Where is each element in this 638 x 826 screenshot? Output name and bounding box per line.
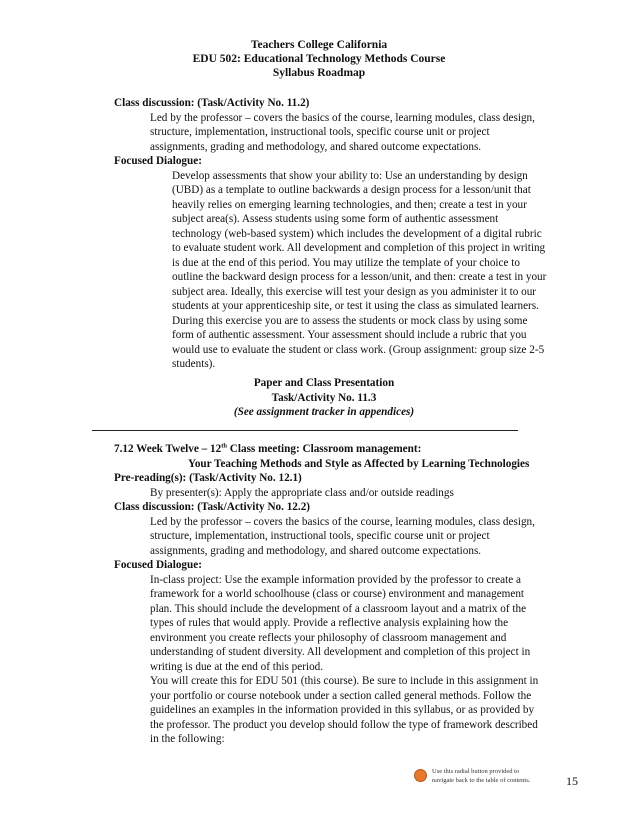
class-discussion-text: [114, 515, 590, 559]
week-twelve-subtitle: Your Teaching Methods and Style as Affected by Learning Technologies: [188, 457, 530, 470]
text-line: structure, implementation, instructional tools, specific course unit or project: [150, 530, 490, 542]
text-line: students at your apprenticeship site, or test it using the class as simulated learners.: [172, 300, 539, 312]
focused-dialogue-heading: Focused Dialogue:: [114, 559, 202, 571]
text-line: would use to evaluate the student or class work. (Group assignment: group size 2-5: [172, 343, 545, 356]
text-line: You will create this for EDU 501 (this course). Be sure to include in this assignment in: [150, 675, 539, 687]
text-line: plan. This should include the development of a classroom layout and a matrix of the: [150, 602, 527, 615]
section-11: [114, 96, 584, 372]
text-line: is due at the end of this period. You may utilize the template of your choice to: [172, 256, 520, 269]
nav-note-line: navigate back to the table of contents.: [432, 777, 531, 784]
focused-dialogue-text: [114, 573, 590, 747]
text-line: to evaluate student work. All development and completion of this project in writing: [172, 242, 546, 254]
text-line: structure, implementation, instructional tools, specific course unit or project: [150, 126, 490, 138]
text-line: guidelines an examples in the information provided in this syllabus, or as provided by: [150, 704, 535, 716]
text-line: writing is due at the end of this period.: [150, 660, 324, 673]
text-line: in the following:: [150, 733, 225, 745]
text-line: subject area(s). Assess students using some form of authentic assessment: [172, 213, 499, 225]
header-roadmap: Syllabus Roadmap: [272, 67, 366, 79]
section-week-twelve: [114, 442, 590, 747]
header-college: Teachers College California: [250, 39, 388, 51]
week-title-rest: Class meeting: Classroom management:: [227, 443, 422, 455]
text-line: technology (web-based system) which includes the development of a digital rubric: [172, 227, 542, 240]
text-line: Led by the professor – covers the basics of the course, learning modules, class design,: [150, 111, 535, 124]
presentation-task: Task/Activity No. 11.3: [271, 391, 377, 404]
text-line: framework for a world schoolhouse (class or course) environment and management: [150, 588, 525, 600]
text-line: Develop assessments that show your ability to: Use an understanding by design: [172, 169, 528, 182]
text-line: understanding of student diversity. All development and completion of this project in: [150, 646, 531, 658]
text-line: assignments, grading and methodology, and shared outcome expectations.: [150, 140, 482, 153]
text-line: In-class project: Use the example information provided by the professor to create a: [150, 573, 521, 586]
focused-dialogue-heading: Focused Dialogue:: [114, 155, 202, 167]
text-line: the professor. The product you develop should follow the type of framework described: [150, 718, 538, 731]
focused-dialogue-text: [114, 169, 584, 372]
prereading-heading: Pre-reading(s): (Task/Activity No. 12.1): [114, 472, 302, 484]
presentation-title: Paper and Class Presentation: [253, 377, 395, 389]
text-line: (UBD) as a template to outline backwards a design process for a lesson/unit that: [172, 184, 531, 196]
text-line: subject area. Ideally, this exercise will test your design as you administer it to our: [172, 285, 537, 298]
text-line: heavily relies on emerging learning technologies, and then; create a test in your: [172, 198, 527, 211]
presentation-block: [114, 376, 534, 420]
class-discussion-heading: Class discussion: (Task/Activity No. 11.2): [114, 97, 310, 109]
nav-note-line: Use this radial button provided to: [432, 768, 520, 775]
text-line: environment you create reflects your philosophy of classroom management and: [150, 631, 507, 644]
text-line: outline the backward design process for a lesson/unit, and then: create a test in your: [172, 271, 547, 283]
text-line: your portfolio or course notebook under a section called general methods. Follow the: [150, 689, 532, 702]
text-line: During this exercise you are to assess the students or mock class by using some: [172, 314, 528, 327]
text-line: students).: [172, 358, 216, 370]
class-discussion-heading: Class discussion: (Task/Activity No. 12.2): [114, 501, 311, 513]
week-title-text: 7.12 Week Twelve – 12: [114, 443, 222, 455]
week-twelve-title: [114, 442, 590, 457]
toc-navigation-note: [432, 767, 562, 785]
section-divider: [92, 430, 518, 431]
assignment-tracker-note: (See assignment tracker in appendices): [233, 406, 415, 418]
header-course: EDU 502: Educational Technology Methods Course: [192, 53, 446, 65]
text-line: Led by the professor – covers the basics of the course, learning modules, class design,: [150, 515, 535, 528]
prereading-text: By presenter(s): Apply the appropriate class and/or outside readings: [150, 486, 454, 499]
text-line: types of rules that would apply. Provide a reflective analysis explaining how the: [150, 617, 509, 629]
toc-radial-button[interactable]: [414, 769, 427, 782]
page-number: 15: [566, 774, 578, 788]
week-title-sup: th: [221, 442, 227, 450]
text-line: form of authentic assessment. Your assessment should include a rubric that you: [172, 329, 527, 341]
class-discussion-text: [114, 111, 584, 155]
text-line: assignments, grading and methodology, and shared outcome expectations.: [150, 544, 482, 557]
